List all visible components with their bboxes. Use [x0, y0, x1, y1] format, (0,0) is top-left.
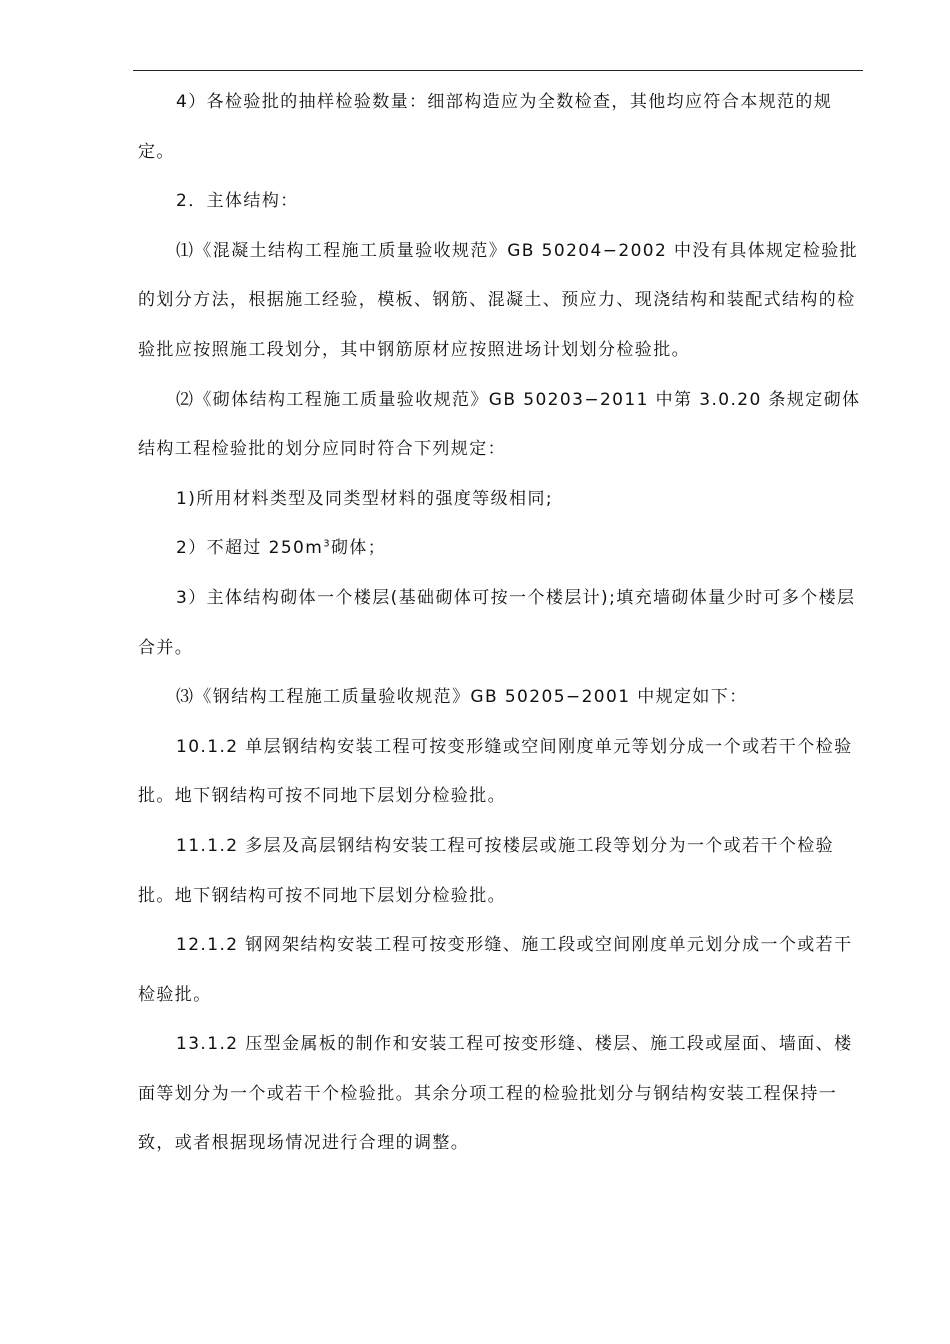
paragraph-concrete-code: ⑴《混凝土结构工程施工质量验收规范》GB 50204−2002 中没有具体规定检验批的划分方法，根据施工经验，模板、钢筋、混凝土、预应力、现浇结构和装配式结构的检验批应按照施工段划分，其中钢筋原材应按照进场计划划分检验批。	[138, 240, 859, 360]
list-item-same-material: 1)所用材料类型及同类型材料的强度等级相同;	[176, 488, 553, 509]
volume-limit-tail: 砌体；	[331, 538, 387, 559]
paragraph-steel-code: ⑶《钢结构工程施工质量验收规范》GB 50205−2001 中规定如下：	[176, 687, 748, 708]
clause-12-1-2: 12.1.2 钢网架结构安装工程可按变形缝、施工段或空间刚度单元划分成一个或若干检验批。	[138, 935, 853, 1005]
clause-13-1-2: 13.1.2 压型金属板的制作和安装工程可按变形缝、楼层、施工段或屋面、墙面、楼面等划分为一个或若干个检验批。其余分项工程的检验批划分与钢结构安装工程保持一致，或者根据现场情况进行合理的调整。	[138, 1034, 853, 1154]
paragraph-sampling-quantity: 4）各检验批的抽样检验数量：细部构造应为全数检查，其他均应符合本规范的规定。	[138, 92, 833, 162]
clause-11-1-2: 11.1.2 多层及高层钢结构安装工程可按楼层或施工段等划分为一个或若干个检验批。地下钢结构可按不同地下层划分检验批。	[138, 835, 835, 906]
cubic-superscript: 3	[323, 538, 331, 550]
paragraph-masonry-code: ⑵《砌体结构工程施工质量验收规范》GB 50203−2011 中第 3.0.20 条规定砌体结构工程检验批的划分应同时符合下列规定：	[138, 389, 861, 460]
list-item-per-floor: 3）主体结构砌体一个楼层(基础砌体可按一个楼层计);填充墙砌体量少时可多个楼层合并。	[138, 587, 856, 658]
section-heading-main-structure: 2．主体结构：	[176, 191, 299, 212]
volume-limit-text: 2）不超过 250m	[176, 538, 324, 559]
header-rule	[133, 70, 863, 71]
list-item-volume-limit	[138, 524, 863, 574]
clause-10-1-2: 10.1.2 单层钢结构安装工程可按变形缝或空间刚度单元等划分成一个或若干个检验批。地下钢结构可按不同地下层划分检验批。	[138, 736, 853, 807]
document-body	[138, 78, 863, 1169]
